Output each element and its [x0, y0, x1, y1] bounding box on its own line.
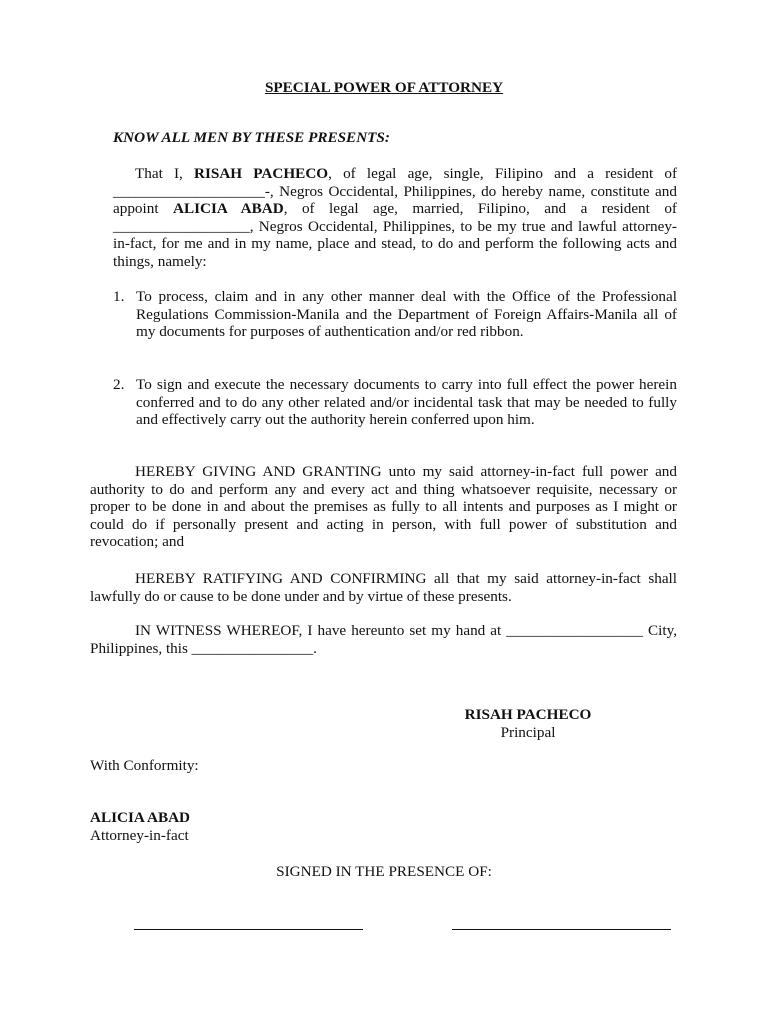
- witness-signature-line-1: [134, 929, 363, 930]
- intro-text-3: , of legal age, married, Filipino, and a resident of __________________, Negros Occidental, Philippines, to be my true and lawful attorney-in-fact, for me and in my name, place and stead, to do and perform the following acts and things, namely:: [113, 200, 677, 270]
- attorney-signature-name: ALICIA ABAD: [90, 809, 191, 826]
- attorney-signature-role: Attorney-in-fact: [90, 826, 189, 844]
- list-item-number: 1.: [113, 288, 125, 305]
- salutation: KNOW ALL MEN BY THESE PRESENTS:: [113, 129, 390, 146]
- list-item: [113, 288, 677, 341]
- attorney-name: ALICIA ABAD: [173, 200, 284, 218]
- principal-signature-name: RISAH PACHECO: [464, 706, 592, 723]
- acts-list-2: [113, 376, 677, 429]
- list-item-number: 2.: [113, 376, 125, 393]
- list-item-text: To process, claim and in any other manner deal with the Office of the Professional Regulations Commission-Manila and the Department of Foreign Affairs-Manila all of my documents for purposes of authentication and/or red ribbon.: [136, 288, 677, 341]
- attorney-signature-block: [90, 809, 190, 844]
- list-item: [113, 376, 677, 429]
- intro-paragraph: [113, 165, 677, 271]
- principal-name: RISAH PACHECO: [194, 165, 329, 182]
- intro-text-2: , of legal age, single, Filipino and a resident of ____________________-, Negros Occidental, Philippines, do hereby name, constitute and appoint: [113, 165, 677, 218]
- witness-signature-line-2: [452, 929, 671, 930]
- conformity-label: With Conformity:: [90, 757, 199, 774]
- list-item-text: To sign and execute the necessary documents to carry into full effect the power herein conferred and to do any other related and/or incidental task that may be needed to fully and effectively carry out the authority herein conferred upon him.: [136, 376, 677, 429]
- document-title: SPECIAL POWER OF ATTORNEY: [264, 79, 504, 96]
- acts-list-1: [113, 288, 677, 341]
- granting-paragraph: HEREBY GIVING AND GRANTING unto my said attorney-in-fact full power and authority to do and perform any and every act and thing whatsoever requisite, necessary or proper to be done in and about the premises as fully to all intents and purposes as I might or could do if personally present and acting in person, with full power of substitution and revocation; and: [90, 463, 677, 551]
- principal-signature-block: [440, 706, 616, 741]
- ratifying-paragraph: HEREBY RATIFYING AND CONFIRMING all that my said attorney-in-fact shall lawfully do or cause to be done under and by virtue of these presents.: [90, 570, 677, 605]
- witness-heading: SIGNED IN THE PRESENCE OF:: [276, 863, 492, 880]
- principal-signature-role: Principal: [500, 723, 556, 741]
- witness-paragraph: IN WITNESS WHEREOF, I have hereunto set my hand at __________________ City, Philippines, this ________________.: [90, 622, 677, 657]
- intro-text-1: That I,: [135, 165, 195, 182]
